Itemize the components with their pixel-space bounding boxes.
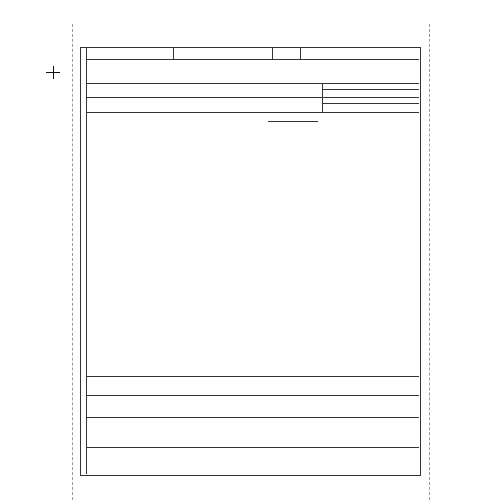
rule	[86, 83, 419, 84]
rule	[86, 376, 419, 377]
divider	[300, 47, 301, 59]
divider	[322, 83, 323, 97]
divider	[173, 47, 174, 59]
rule	[86, 59, 419, 60]
rule	[268, 121, 318, 122]
rule	[86, 447, 419, 448]
rule	[322, 89, 419, 90]
divider	[322, 97, 323, 112]
divider	[272, 47, 273, 59]
rule	[86, 97, 419, 98]
rule	[86, 112, 419, 113]
rule	[322, 103, 419, 104]
rule	[86, 395, 419, 396]
rule	[86, 417, 419, 418]
